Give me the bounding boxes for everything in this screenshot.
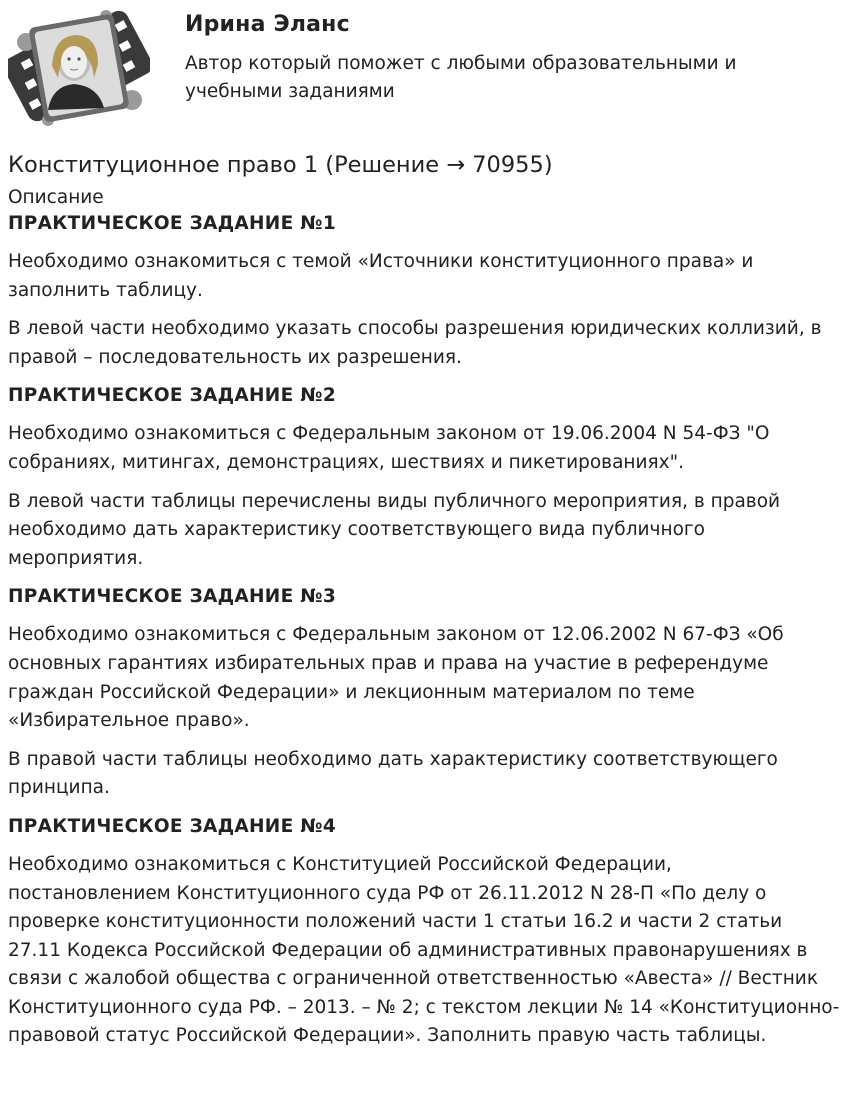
author-header	[0, 0, 847, 135]
task-3-paragraph-2: В правой части таблицы необходимо дать характеристику соответствующего принципа.	[8, 748, 778, 799]
task-4-paragraph-1: Необходимо ознакомиться с Конституцией Российской Федерации, постановлением Конституционного суда РФ от 26.11.2012 N 28-П «По делу о проверке конституционности положений части 1 статьи 16.2 и части 2 статьи 27.11 Кодекса Российской Федерации об административных правонарушениях в связи с жалобой общества с ограниченной ответственностью «Авеста» // Вестник Конституционного суда РФ. – 2013. – № 2; с текстом лекции № 14 «Конституционно-правовой статус Российской Федерации». Заполнить правую часть таблицы.	[8, 853, 840, 1047]
author-description: Автор который поможет с любыми образовательными и учебными заданиями	[185, 53, 737, 102]
description-label: Описание	[8, 187, 104, 208]
task-heading-2: ПРАКТИЧЕСКОЕ ЗАДАНИЕ №2	[8, 385, 337, 407]
task-1-paragraph-1: Необходимо ознакомиться с темой «Источники конституционного права» и заполнить таблицу.	[8, 251, 754, 301]
page-title: Конституционное право 1 (Решение → 70955)	[8, 152, 553, 178]
task-3-paragraph-1: Необходимо ознакомиться с Федеральным законом от 12.06.2002 N 67-ФЗ «Об основных гарантиях избирательных прав и права на участие в референдуме граждан Российской Федерации» и лекционным материалом по теме «Избирательное право».	[8, 624, 784, 732]
task-2-paragraph-2: В левой части таблицы перечислены виды публичного мероприятия, в правой необходимо дать характеристику соответствующего вида публичного мероприятия.	[8, 490, 781, 569]
task-heading-3: ПРАКТИЧЕСКОЕ ЗАДАНИЕ №3	[8, 586, 337, 608]
author-name[interactable]: Ирина Эланс	[185, 12, 350, 37]
task-2-paragraph-1: Необходимо ознакомиться с Федеральным законом от 19.06.2004 N 54-ФЗ "О собраниях, митингах, демонстрациях, шествиях и пикетированиях".	[8, 423, 770, 473]
task-1-paragraph-2: В левой части необходимо указать способы разрешения юридических коллизий, в правой – последовательность их разрешения.	[8, 318, 822, 368]
document-content	[8, 148, 840, 1051]
author-avatar[interactable]	[8, 8, 150, 126]
task-heading-4: ПРАКТИЧЕСКОЕ ЗАДАНИЕ №4	[8, 815, 337, 837]
task-heading-1: ПРАКТИЧЕСКОЕ ЗАДАНИЕ №1	[8, 213, 337, 234]
